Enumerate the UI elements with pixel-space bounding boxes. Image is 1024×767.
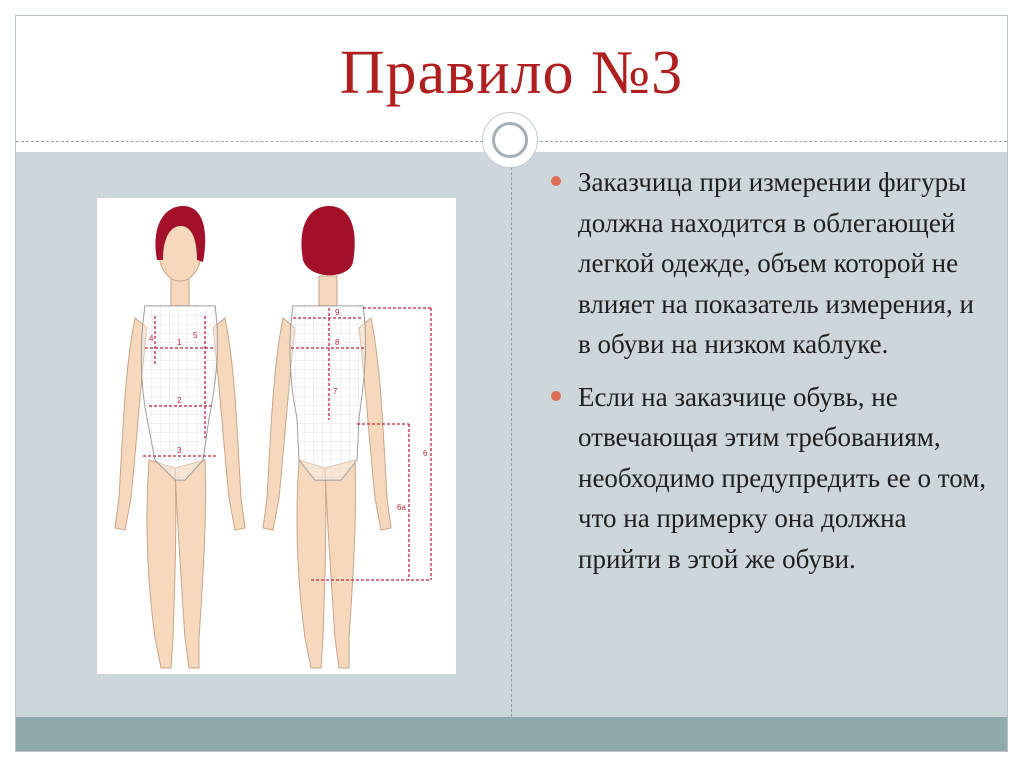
front-label-2: 2 [177, 396, 182, 405]
back-label-7: 7 [333, 387, 338, 396]
column-divider-line [511, 152, 512, 717]
front-label-4: 4 [149, 334, 154, 343]
back-figure [263, 206, 431, 668]
front-label-5: 5 [193, 331, 198, 340]
back-label-8: 8 [335, 338, 340, 347]
back-label-9: 9 [335, 308, 340, 317]
bullet-text: Если на заказчице обувь, не отвечающая этим требованиям, необходимо предупредить ее о том, что на примерку она должна прийти в этой же обуви. [578, 381, 987, 574]
body-figures-svg [97, 198, 456, 674]
bullet-text: Заказчица при измерении фигуры должна находится в облегающей легкой одежде, объем которой не влияет на показатель измерения, и в обуви на низком каблуке. [578, 167, 974, 359]
bottom-bar [16, 717, 1007, 751]
front-label-1: 1 [177, 338, 182, 347]
slide-title: Правило №3 [339, 39, 684, 107]
bullet-dot-icon [551, 176, 561, 186]
front-figure [115, 206, 245, 668]
bullet-item [548, 377, 988, 580]
front-label-3: 3 [177, 446, 182, 455]
back-label-6: 6 [423, 449, 428, 458]
back-label-6a: 6а [397, 503, 406, 512]
bullet-list [548, 162, 988, 591]
divider-circle-ornament [482, 112, 538, 168]
measurement-illustration [97, 198, 456, 674]
bullet-item [548, 162, 988, 365]
bullet-dot-icon [551, 391, 561, 401]
